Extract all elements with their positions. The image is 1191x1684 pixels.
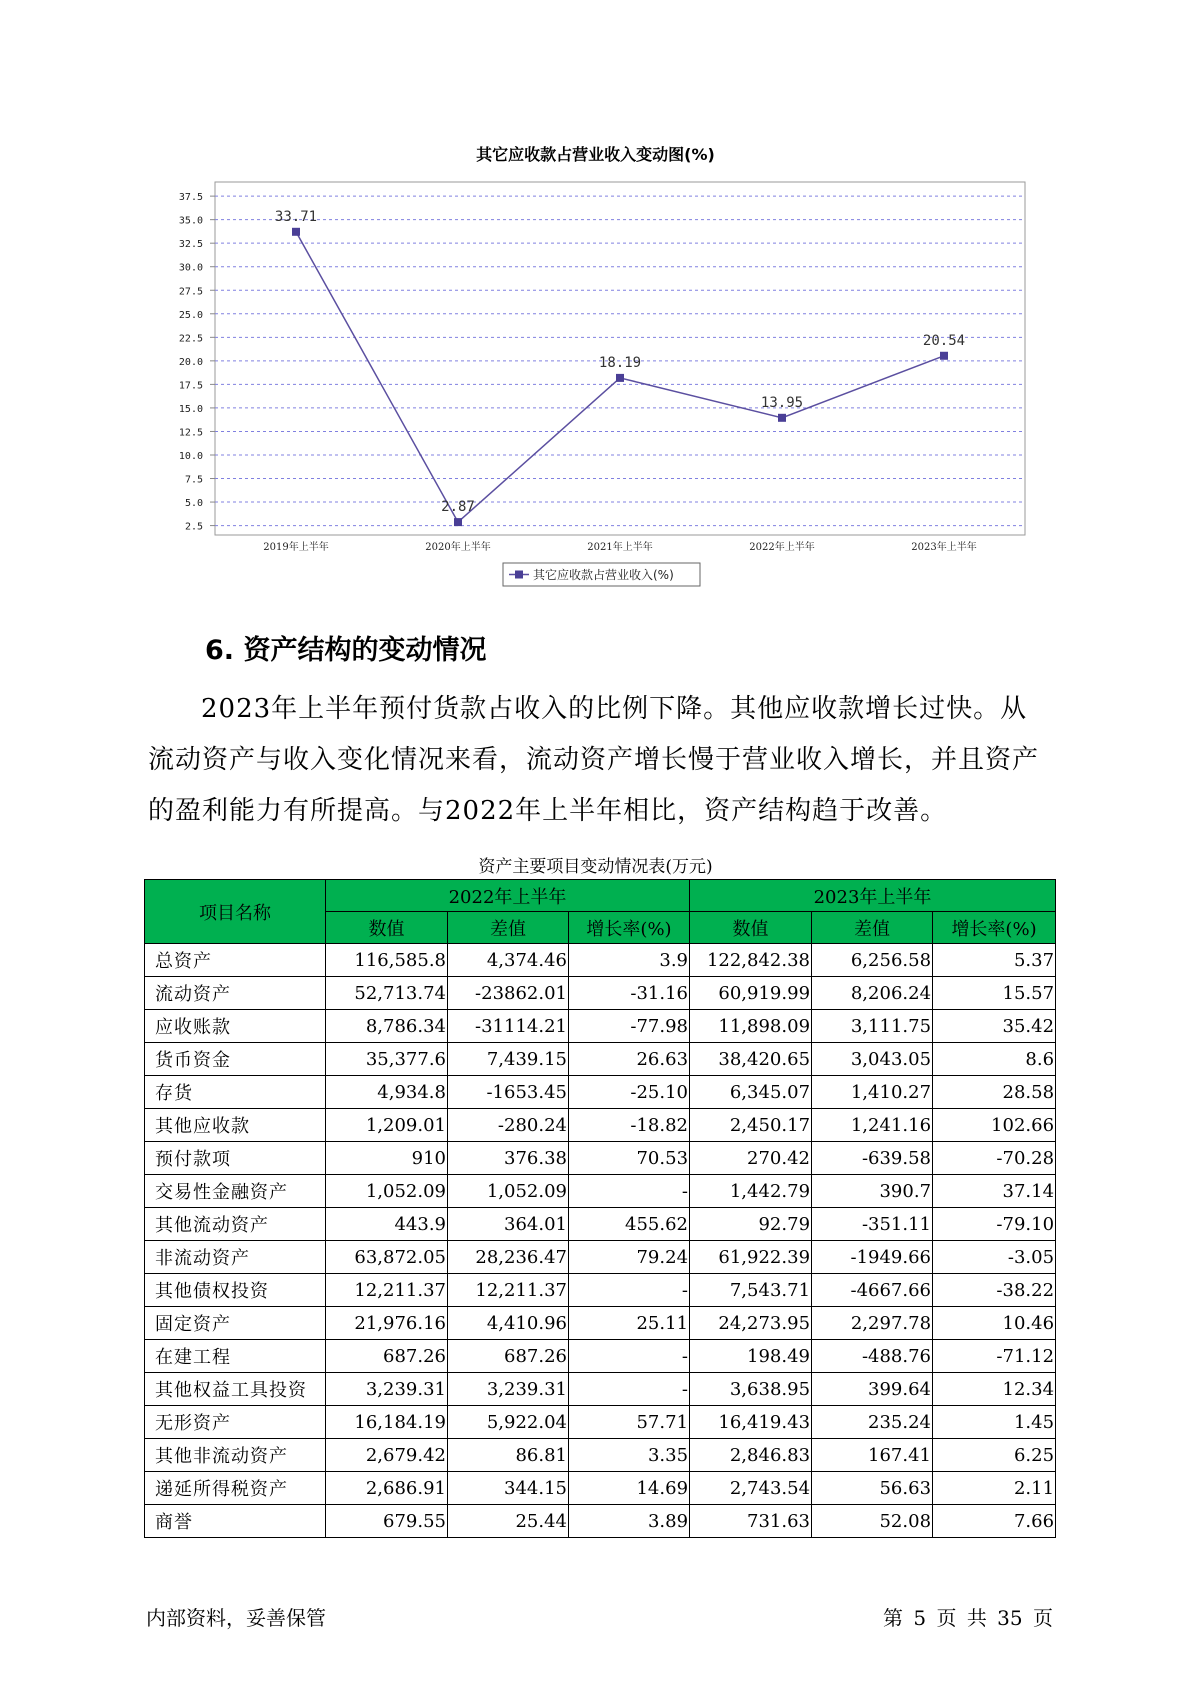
- table-cell: -79.10: [933, 1208, 1056, 1241]
- y-tick-label: 35.0: [178, 215, 203, 227]
- table-cell: 5,922.04: [448, 1406, 569, 1439]
- data-label: 20.54: [922, 332, 966, 349]
- table-cell: 12.34: [933, 1373, 1056, 1406]
- header-diff-2022: 差值: [448, 912, 569, 944]
- table-cell: 25.44: [448, 1505, 569, 1538]
- table-row: [145, 1439, 1056, 1472]
- table-cell: 2,297.78: [812, 1307, 933, 1340]
- table-cell: 3,043.05: [812, 1043, 933, 1076]
- table-cell: 52,713.74: [326, 977, 448, 1010]
- table-cell: 399.64: [812, 1373, 933, 1406]
- table-cell: 79.24: [569, 1241, 690, 1274]
- row-label: 交易性金融资产: [145, 1175, 326, 1208]
- table-cell: 910: [326, 1142, 448, 1175]
- table-row: [145, 977, 1056, 1010]
- data-point: [454, 518, 462, 526]
- table-cell: 4,934.8: [326, 1076, 448, 1109]
- table-row: [145, 1142, 1056, 1175]
- row-label: 非流动资产: [145, 1241, 326, 1274]
- table-cell: 7,543.71: [690, 1274, 812, 1307]
- table-cell: 1,052.09: [448, 1175, 569, 1208]
- row-label: 在建工程: [145, 1340, 326, 1373]
- table-row: [145, 1175, 1056, 1208]
- table-cell: 26.63: [569, 1043, 690, 1076]
- table-cell: 364.01: [448, 1208, 569, 1241]
- table-cell: 6,345.07: [690, 1076, 812, 1109]
- table-row: [145, 944, 1056, 977]
- table-cell: 122,842.38: [690, 944, 812, 977]
- table-cell: 443.9: [326, 1208, 448, 1241]
- y-tick-label: 5.0: [184, 498, 203, 510]
- table-row: [145, 1472, 1056, 1505]
- asset-table: [144, 879, 1056, 1538]
- table-cell: 731.63: [690, 1505, 812, 1538]
- table-cell: -3.05: [933, 1241, 1056, 1274]
- table-cell: 8,206.24: [812, 977, 933, 1010]
- table-cell: 10.46: [933, 1307, 1056, 1340]
- table-cell: -1949.66: [812, 1241, 933, 1274]
- table-cell: 2,679.42: [326, 1439, 448, 1472]
- row-label: 固定资产: [145, 1307, 326, 1340]
- table-cell: 52.08: [812, 1505, 933, 1538]
- y-tick-label: 20.0: [178, 356, 203, 368]
- table-cell: -4667.66: [812, 1274, 933, 1307]
- table-cell: -1653.45: [448, 1076, 569, 1109]
- table-cell: 16,184.19: [326, 1406, 448, 1439]
- table-cell: 38,420.65: [690, 1043, 812, 1076]
- table-cell: 60,919.99: [690, 977, 812, 1010]
- section-paragraph: 2023年上半年预付货款占收入的比例下降。其他应收款增长过快。从流动资产与收入变化情况来看，流动资产增长慢于营业收入增长，并且资产的盈利能力有所提高。与2022年上半年相比，资产结构趋于改善。: [148, 694, 1040, 826]
- table-cell: 198.49: [690, 1340, 812, 1373]
- table-cell: 2.11: [933, 1472, 1056, 1505]
- data-label: 33.71: [274, 208, 318, 225]
- y-tick-label: 27.5: [178, 286, 203, 298]
- table-row: [145, 1307, 1056, 1340]
- table-cell: 270.42: [690, 1142, 812, 1175]
- table-cell: 86.81: [448, 1439, 569, 1472]
- table-cell: 61,922.39: [690, 1241, 812, 1274]
- table-cell: 24,273.95: [690, 1307, 812, 1340]
- table-cell: 1,410.27: [812, 1076, 933, 1109]
- table-cell: 16,419.43: [690, 1406, 812, 1439]
- table-cell: 6,256.58: [812, 944, 933, 977]
- table-cell: 2,450.17: [690, 1109, 812, 1142]
- table-cell: 5.37: [933, 944, 1056, 977]
- table-cell: 1,442.79: [690, 1175, 812, 1208]
- row-label: 递延所得税资产: [145, 1472, 326, 1505]
- y-tick-label: 12.5: [178, 427, 203, 439]
- data-point: [778, 414, 786, 422]
- x-tick-label: 2023年上半年: [911, 542, 977, 553]
- table-cell: 4,410.96: [448, 1307, 569, 1340]
- table-cell: -: [569, 1340, 690, 1373]
- table-cell: 116,585.8: [326, 944, 448, 977]
- header-growth-2023: 增长率(%): [933, 912, 1056, 944]
- table-cell: 687.26: [448, 1340, 569, 1373]
- table-cell: -71.12: [933, 1340, 1056, 1373]
- table-row: [145, 1406, 1056, 1439]
- table-cell: 7,439.15: [448, 1043, 569, 1076]
- table-cell: 376.38: [448, 1142, 569, 1175]
- table-cell: 25.11: [569, 1307, 690, 1340]
- header-period-2023: 2023年上半年: [690, 880, 1056, 912]
- table-cell: -38.22: [933, 1274, 1056, 1307]
- table-cell: 344.15: [448, 1472, 569, 1505]
- footer-confidential: 内部资料，妥善保管: [146, 1606, 326, 1630]
- table-cell: 1,052.09: [326, 1175, 448, 1208]
- row-label: 其他债权投资: [145, 1274, 326, 1307]
- header-period-2022: 2022年上半年: [326, 880, 690, 912]
- table-cell: 8,786.34: [326, 1010, 448, 1043]
- row-label: 存货: [145, 1076, 326, 1109]
- table-cell: 687.26: [326, 1340, 448, 1373]
- table-cell: -: [569, 1175, 690, 1208]
- row-label: 其他非流动资产: [145, 1439, 326, 1472]
- table-cell: 92.79: [690, 1208, 812, 1241]
- table-cell: 2,686.91: [326, 1472, 448, 1505]
- table-cell: 63,872.05: [326, 1241, 448, 1274]
- table-cell: 70.53: [569, 1142, 690, 1175]
- table-cell: 7.66: [933, 1505, 1056, 1538]
- y-tick-label: 10.0: [178, 450, 203, 462]
- y-tick-label: 15.0: [178, 403, 203, 415]
- table-cell: 679.55: [326, 1505, 448, 1538]
- table-cell: 6.25: [933, 1439, 1056, 1472]
- table-cell: -70.28: [933, 1142, 1056, 1175]
- y-tick-label: 30.0: [178, 262, 203, 274]
- chart-title: 其它应收款占营业收入变动图(%): [476, 145, 715, 164]
- y-tick-label: 22.5: [178, 333, 203, 345]
- header-item-name: 项目名称: [145, 880, 326, 944]
- table-cell: 3,239.31: [326, 1373, 448, 1406]
- row-label: 无形资产: [145, 1406, 326, 1439]
- table-row: [145, 1274, 1056, 1307]
- table-cell: -: [569, 1373, 690, 1406]
- table-cell: 4,374.46: [448, 944, 569, 977]
- table-row: [145, 1043, 1056, 1076]
- x-tick-label: 2021年上半年: [587, 542, 653, 553]
- table-cell: -351.11: [812, 1208, 933, 1241]
- table-row: [145, 1208, 1056, 1241]
- table-cell: -280.24: [448, 1109, 569, 1142]
- table-cell: 11,898.09: [690, 1010, 812, 1043]
- table-row: [145, 1241, 1056, 1274]
- header-diff-2023: 差值: [812, 912, 933, 944]
- row-label: 其他流动资产: [145, 1208, 326, 1241]
- table-cell: -488.76: [812, 1340, 933, 1373]
- table-cell: 14.69: [569, 1472, 690, 1505]
- table-cell: -77.98: [569, 1010, 690, 1043]
- data-point: [292, 228, 300, 236]
- row-label: 流动资产: [145, 977, 326, 1010]
- table-cell: 8.6: [933, 1043, 1056, 1076]
- x-tick-label: 2022年上半年: [749, 542, 815, 553]
- table-cell: 235.24: [812, 1406, 933, 1439]
- row-label: 商誉: [145, 1505, 326, 1538]
- table-cell: 12,211.37: [448, 1274, 569, 1307]
- table-cell: 455.62: [569, 1208, 690, 1241]
- table-cell: -639.58: [812, 1142, 933, 1175]
- table-cell: 21,976.16: [326, 1307, 448, 1340]
- header-growth-2022: 增长率(%): [569, 912, 690, 944]
- table-body: [145, 944, 1056, 1538]
- y-tick-label: 25.0: [178, 309, 203, 321]
- table-cell: 102.66: [933, 1109, 1056, 1142]
- row-label: 其他应收款: [145, 1109, 326, 1142]
- table-row: [145, 1373, 1056, 1406]
- table-cell: 28,236.47: [448, 1241, 569, 1274]
- table-cell: -31.16: [569, 977, 690, 1010]
- table-cell: 37.14: [933, 1175, 1056, 1208]
- y-tick-label: 7.5: [184, 474, 203, 486]
- y-tick-label: 2.5: [184, 521, 203, 533]
- x-tick-label: 2019年上半年: [263, 542, 329, 553]
- section-heading: 6. 资产结构的变动情况: [205, 635, 487, 666]
- x-tick-label: 2020年上半年: [425, 542, 491, 553]
- header-value-2022: 数值: [326, 912, 448, 944]
- table-cell: 35.42: [933, 1010, 1056, 1043]
- table-cell: 1.45: [933, 1406, 1056, 1439]
- header-value-2023: 数值: [690, 912, 812, 944]
- table-cell: 12,211.37: [326, 1274, 448, 1307]
- table-cell: 3.89: [569, 1505, 690, 1538]
- table-cell: -31114.21: [448, 1010, 569, 1043]
- data-label: 2.87: [441, 499, 475, 516]
- table-row: [145, 1340, 1056, 1373]
- table-cell: 15.57: [933, 977, 1056, 1010]
- y-tick-label: 37.5: [178, 192, 203, 204]
- table-cell: 2,846.83: [690, 1439, 812, 1472]
- table-cell: 3,638.95: [690, 1373, 812, 1406]
- row-label: 应收账款: [145, 1010, 326, 1043]
- table-cell: 56.63: [812, 1472, 933, 1505]
- table-cell: 1,241.16: [812, 1109, 933, 1142]
- data-point: [940, 352, 948, 360]
- table-row: [145, 1505, 1056, 1538]
- footer-page-number: 第 5 页 共 35 页: [883, 1606, 1053, 1630]
- row-label: 货币资金: [145, 1043, 326, 1076]
- table-cell: 2,743.54: [690, 1472, 812, 1505]
- table-cell: 3,111.75: [812, 1010, 933, 1043]
- y-tick-label: 17.5: [178, 380, 203, 392]
- table-cell: 35,377.6: [326, 1043, 448, 1076]
- table-cell: -25.10: [569, 1076, 690, 1109]
- legend-label: 其它应收款占营业收入(%): [533, 568, 674, 582]
- table-cell: 390.7: [812, 1175, 933, 1208]
- line-chart: [0, 0, 1191, 600]
- table-cell: -18.82: [569, 1109, 690, 1142]
- table-cell: 3.35: [569, 1439, 690, 1472]
- table-cell: -23862.01: [448, 977, 569, 1010]
- table-cell: 3,239.31: [448, 1373, 569, 1406]
- data-label: 18.19: [598, 354, 642, 371]
- table-cell: -: [569, 1274, 690, 1307]
- data-point: [616, 374, 624, 382]
- row-label: 其他权益工具投资: [145, 1373, 326, 1406]
- row-label: 预付款项: [145, 1142, 326, 1175]
- data-label: 13.95: [760, 394, 804, 411]
- table-cell: 1,209.01: [326, 1109, 448, 1142]
- table-row: [145, 1010, 1056, 1043]
- row-label: 总资产: [145, 944, 326, 977]
- table-cell: 28.58: [933, 1076, 1056, 1109]
- table-caption: 资产主要项目变动情况表(万元): [478, 857, 713, 877]
- y-tick-label: 32.5: [178, 239, 203, 251]
- table-cell: 3.9: [569, 944, 690, 977]
- table-row: [145, 1076, 1056, 1109]
- legend-marker: [515, 571, 523, 579]
- table-row: [145, 1109, 1056, 1142]
- table-cell: 57.71: [569, 1406, 690, 1439]
- table-cell: 167.41: [812, 1439, 933, 1472]
